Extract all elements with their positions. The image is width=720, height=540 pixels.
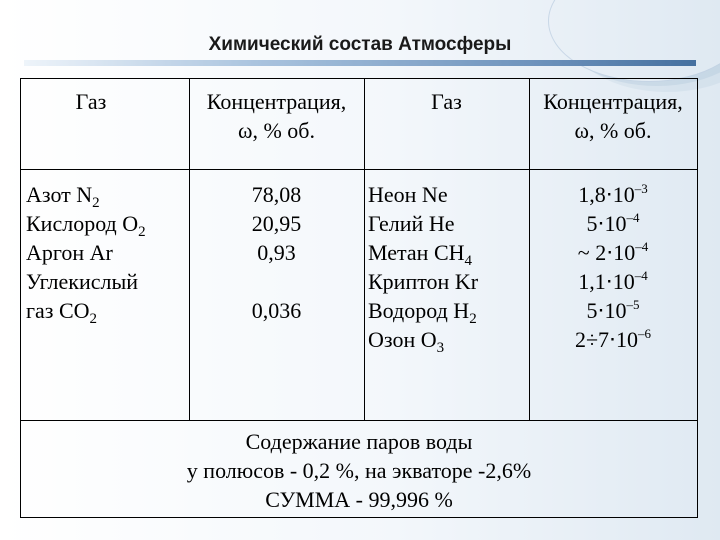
gas-name (368, 325, 528, 354)
value-exponent: –6 (638, 326, 652, 341)
left-value-list (189, 180, 364, 325)
left-gas-list (26, 180, 186, 325)
gas-label: Гелий He (368, 211, 455, 236)
gas-label: Метан CH (368, 240, 465, 265)
gas-subscript: 4 (464, 253, 473, 269)
gas-name (368, 296, 528, 325)
concentration-value: 78,08 (251, 182, 302, 207)
concentration-value: 0,93 (257, 240, 296, 265)
footer-line-2: у полюсов - 0,2 %, на экваторе -2,6% (186, 458, 532, 483)
value-base: 5⋅10 (586, 211, 627, 236)
gas-name (368, 267, 528, 296)
gas-name (26, 209, 186, 238)
value-base: ~ 2⋅10 (577, 240, 636, 265)
title-divider (24, 60, 696, 66)
gas-label: Аргон Ar (26, 240, 113, 265)
gas-subscript: 2 (469, 311, 477, 327)
value-base: 1,1⋅10 (578, 269, 635, 294)
footer-line-1: Содержание паров воды (245, 429, 473, 454)
gas-subscript: 2 (92, 195, 100, 211)
page-title: Химический состав Атмосферы (208, 34, 512, 55)
gas-name (26, 238, 186, 267)
gas-label: Углекислый (26, 269, 139, 294)
header-concentration-right: Концентрация, ω, % об. (543, 89, 683, 143)
value-exponent: –3 (634, 181, 648, 196)
gas-subscript: 2 (89, 311, 98, 327)
gas-name (26, 296, 186, 325)
value-exponent: –5 (626, 297, 640, 312)
gas-subscript: 2 (138, 224, 146, 240)
gas-label: Неон Ne (368, 182, 448, 207)
gas-label: Озон O (368, 327, 437, 352)
water-vapor-note (21, 427, 697, 514)
gas-name (368, 209, 528, 238)
value-base: 1,8⋅10 (578, 182, 635, 207)
concentration-value (529, 238, 697, 267)
value-base: 5⋅10 (586, 298, 627, 323)
concentration-value (529, 180, 697, 209)
right-gas-list (368, 180, 528, 354)
value-exponent: –4 (635, 239, 649, 254)
concentration-value (529, 325, 697, 354)
gas-label: Азот N (26, 182, 93, 207)
gas-label: Водород H (368, 298, 470, 323)
gas-name (368, 238, 528, 267)
gas-name (26, 267, 186, 296)
header-gas-right: Газ (431, 89, 462, 114)
concentration-value (189, 267, 364, 296)
footer-row-divider (21, 420, 697, 421)
concentration-value: 0,036 (251, 298, 302, 323)
concentration-value (529, 209, 697, 238)
gas-name (368, 180, 528, 209)
gas-label: газ CO (26, 298, 90, 323)
composition-table (20, 78, 698, 518)
concentration-value: 20,95 (251, 211, 302, 236)
concentration-value (529, 296, 697, 325)
right-value-list (529, 180, 697, 354)
concentration-value (529, 267, 697, 296)
value-exponent: –4 (626, 210, 640, 225)
header-gas-left: Газ (75, 89, 107, 114)
gas-subscript: 3 (436, 340, 445, 356)
value-base: 2÷7⋅10 (574, 327, 639, 352)
gas-name (26, 180, 186, 209)
footer-line-3: СУММА - 99,996 % (265, 487, 453, 512)
gas-label: Криптон Kr (368, 269, 479, 294)
header-row-divider (21, 169, 697, 170)
gas-label: Кислород O (26, 211, 139, 236)
column-divider-2 (364, 79, 365, 420)
value-exponent: –4 (634, 268, 648, 283)
header-concentration-left: Концентрация, ω, % об. (206, 89, 347, 143)
